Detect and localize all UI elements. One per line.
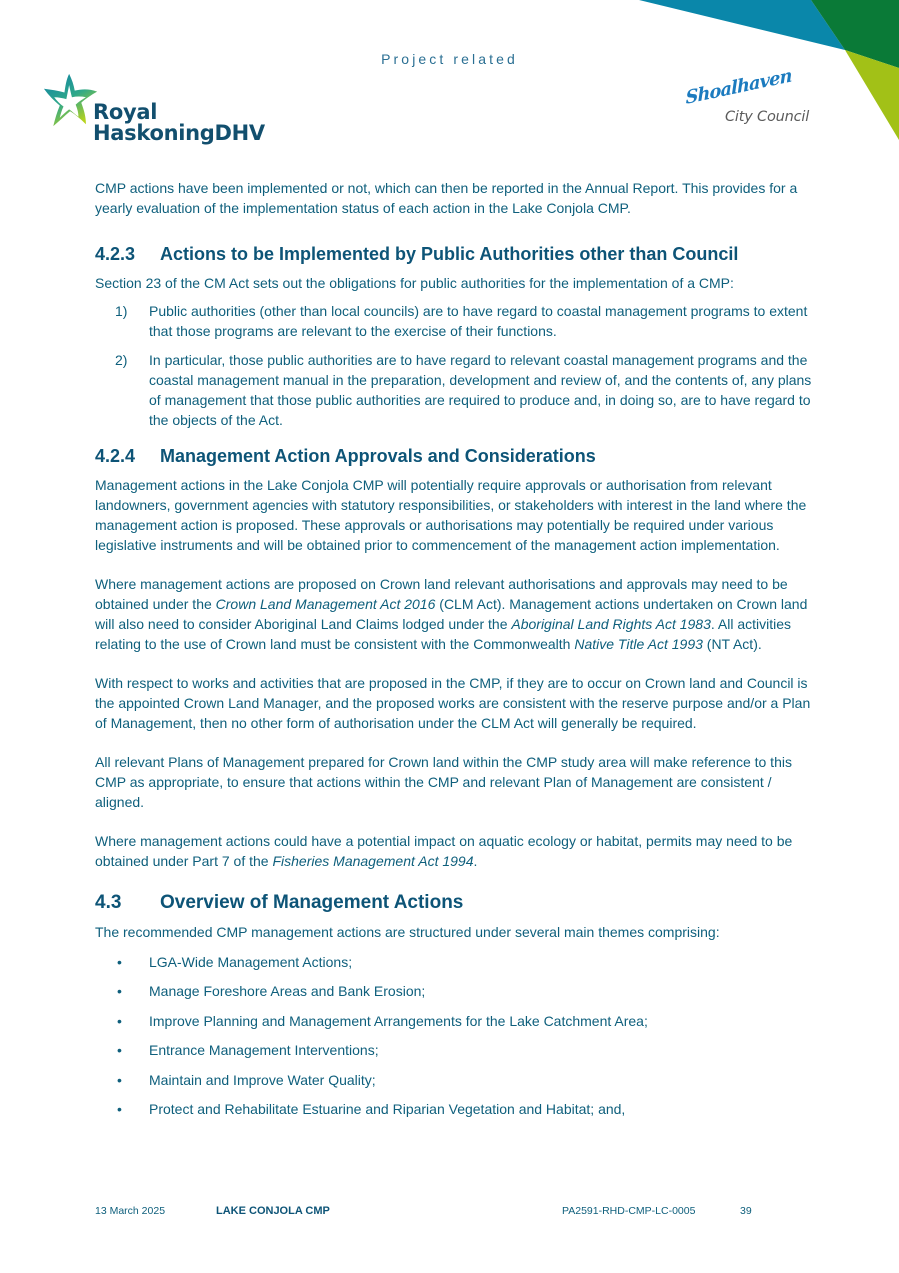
list-item [117,1099,815,1119]
act-title-native-title: Native Title Act 1993 [574,636,703,652]
crown-land-manager-paragraph: With respect to works and activities that are proposed in the CMP, if they are to occur on Crown land and Council is the appointed Crown Land Manager, and the proposed works are consistent with the reserve purpose and/or a Plan of Management, then no other form of authorisation under the CLM Act will generally be required. [95,675,811,731]
section-number: 4.2.3 [95,244,136,264]
page-number: 39 [740,1205,752,1217]
logo-text-shoalhaven: Shoalhaven [685,65,792,109]
plans-of-management-paragraph: All relevant Plans of Management prepared for Crown land within the CMP study area will make reference to this CMP as appropriate, to ensure that actions within the CMP and relevant Plan of Management are consistent / aligned. [95,754,792,810]
bullet-icon: • [117,1071,122,1088]
list-text: Maintain and Improve Water Quality; [149,1071,376,1088]
list-number: 1) [115,303,128,319]
header-label: Project related [381,51,518,67]
page-footer [95,1205,815,1221]
list-number: 2) [115,352,128,368]
fisheries-paragraph [95,831,815,871]
list-text: LGA-Wide Management Actions; [149,953,353,970]
bullet-icon: • [117,1042,122,1058]
list-item [115,350,815,430]
act-title-clm: Crown Land Management Act 2016 [215,596,436,612]
list-item [117,1040,815,1060]
list-item [115,301,815,341]
act-title-fisheries: Fisheries Management Act 1994 [272,853,474,869]
logo-text-royal: Royal [93,100,158,124]
obligations-list [115,301,815,430]
list-item [117,952,815,972]
shoalhaven-city-council-logo [685,65,826,134]
bullet-icon: • [117,953,122,970]
approvals-paragraph: Management actions in the Lake Conjola CMP will potentially require approvals or authorisation from relevant landowners, government agencies with statutory responsibilities, or stakeholders with interest in the land where the management action is proposed. These approvals or authorisations may potentially be required under various legislative instruments and will be obtained prior to commencement of the management action implementation. [95,477,807,553]
text-run: . All activities relating to the use of Crown land must be consistent with the Commonwealth [95,616,792,652]
intro-paragraph: CMP actions have been implemented or not, which can then be reported in the Annual Report. This provides for a yearly evaluation of the implementation status of each action in the Lake Conjola CMP. [95,180,798,216]
list-item [117,1011,815,1031]
section-4-3-lead: The recommended CMP management actions are structured under several main themes comprising: [95,924,720,940]
section-4-2-3-lead: Section 23 of the CM Act sets out the obligations for public authorities for the implementation of a CMP: [95,275,734,291]
section-number: 4.2.4 [95,446,136,466]
heading-4-2-4 [95,445,815,467]
list-item [117,1070,815,1090]
logo-text-haskoningdhv: HaskoningDHV [93,121,265,145]
footer-date: 13 March 2025 [95,1205,166,1217]
section-title: Management Action Approvals and Considerations [160,446,596,466]
bullet-icon: • [117,983,122,999]
logo-text-city-council: City Council [725,109,810,125]
themes-list [117,952,815,1120]
list-text: Entrance Management Interventions; [149,1042,379,1058]
section-title: Actions to be Implemented by Public Authorities other than Council [160,244,739,264]
list-text: In particular, those public authorities are to have regard to relevant coastal management programs and the coastal management manual in the preparation, development and review of, and the contents of, any plans of management that those public authorities are required to produce and, in doing so, are to have regard to the objects of the Act. [149,352,812,428]
text-run: (CLM Act). Management actions undertaken on Crown land will also need to consider Aboriginal Land Claims lodged under the [95,596,808,632]
bullet-icon: • [117,1012,122,1029]
crown-land-paragraph [95,574,815,654]
footer-document-title: LAKE CONJOLA CMP [216,1205,330,1217]
bullet-icon: • [117,1101,122,1117]
royal-haskoningdhv-logo [42,70,265,146]
list-text: Public authorities (other than local councils) are to have regard to coastal management programs to extent that those programs are relevant to the exercise of their functions. [149,303,808,339]
section-title: Overview of Management Actions [160,892,464,913]
list-text: Protect and Rehabilitate Estuarine and Riparian Vegetation and Habitat; and, [149,1101,626,1117]
star-icon [42,72,100,128]
act-title-aboriginal-land-rights: Aboriginal Land Rights Act 1983 [511,616,711,632]
footer-reference: PA2591-RHD-CMP-LC-0005 [562,1205,696,1217]
list-text: Manage Foreshore Areas and Bank Erosion; [149,983,426,999]
document-body [95,178,815,1119]
text-run: (NT Act). [702,636,762,652]
heading-4-2-3 [95,243,815,265]
text-run: Where management actions are proposed on Crown land relevant authorisations and approvals may need to be obtained under the [95,576,788,612]
section-number: 4.3 [95,892,122,913]
text-run: Where management actions could have a potential impact on aquatic ecology or habitat, permits may need to be obtained under Part 7 of the [95,833,793,869]
heading-4-3 [95,892,815,914]
text-run: . [473,853,478,869]
list-text: Improve Planning and Management Arrangements for the Lake Catchment Area; [149,1012,648,1029]
list-item [117,981,815,1001]
